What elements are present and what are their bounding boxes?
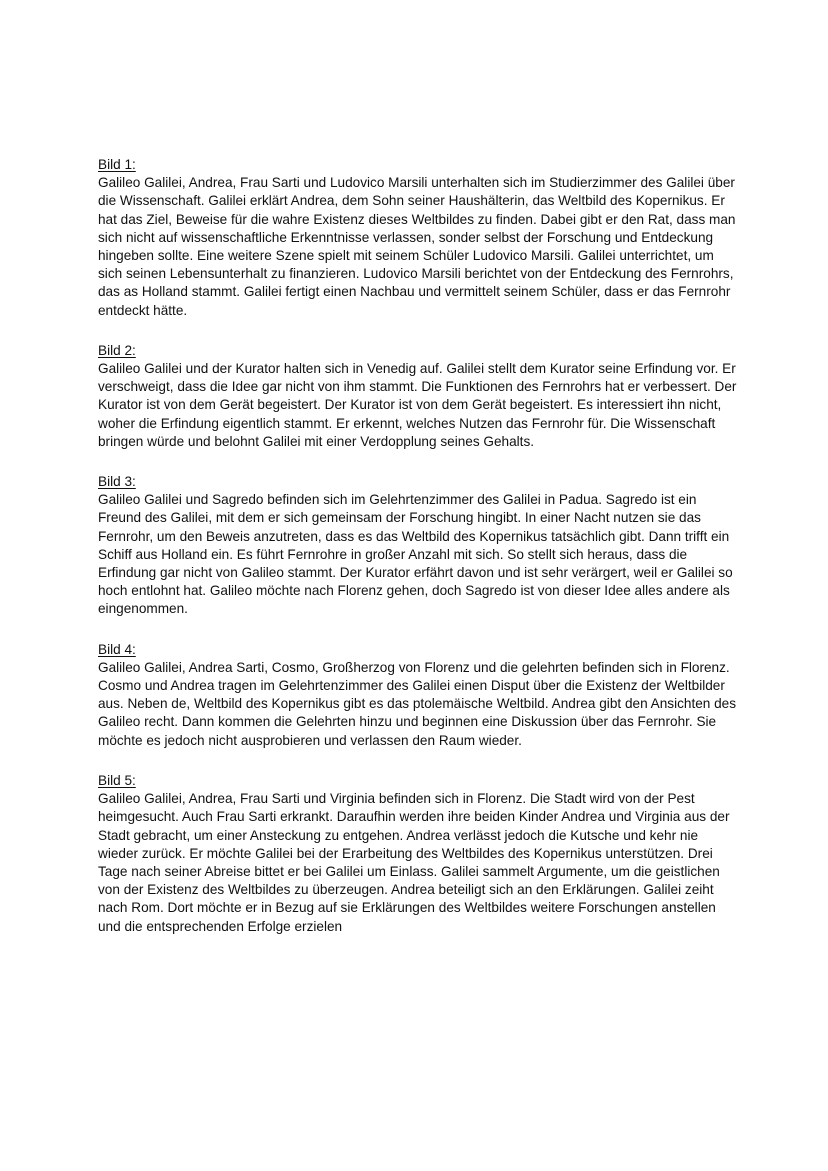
section-text: Galileo Galilei, Andrea, Frau Sarti und Ludovico Marsili unterhalten sich im Studierzimmer des Galilei über die Wissenschaft. Galilei erklärt Andrea, dem Sohn seiner Haushälterin, das Weltbild des Kopernikus. Er hat das Ziel, Beweise für die wahre Existenz dieses Weltbildes zu finden. Dabei gibt er den Rat, dass man sich nicht auf wissenschaftliche Erkenntnisse verlassen, sonder selbst der Forschung und Entdeckung hingeben sollte. Eine weitere Szene spielt mit seinem Schüler Ludovico Marsili. Galilei unterrichtet, um sich seinen Lebensunterhalt zu finanzieren. Ludovico Marsili berichtet von der Entdeckung des Fernrohrs, das as Holland stammt. Galilei fertigt einen Nachbau und vermittelt seinem Schüler, dass er das Fernrohr entdeckt hätte.: [98, 175, 736, 318]
section-bild-2: [98, 342, 738, 451]
section-heading: Bild 2:: [98, 342, 136, 358]
section-text: Galileo Galilei und Sagredo befinden sich im Gelehrtenzimmer des Galilei in Padua. Sagredo ist ein Freund des Galilei, mit dem er sich gemeinsam der Forschung hingibt. In einer Nacht nutzen sie das Fernrohr, um den Beweis anzutreten, dass es das Weltbild des Kopernikus tatsächlich gibt. Dann trifft ein Schiff aus Holland ein. Es führt Fernrohre in großer Anzahl mit sich. So stellt sich heraus, dass die Erfindung gar nicht von Galileo stammt. Der Kurator erfährt davon und ist sehr verärgert, weil er Galilei so hoch entlohnt hat. Galileo möchte nach Florenz gehen, doch Sagredo ist von dieser Idee alles andere als eingenommen.: [98, 492, 733, 617]
document-body: [98, 156, 738, 958]
section-heading: Bild 3:: [98, 474, 136, 490]
section-heading: Bild 4:: [98, 641, 136, 657]
section-bild-3: [98, 473, 738, 619]
section-text: Galileo Galilei, Andrea, Frau Sarti und Virginia befinden sich in Florenz. Die Stadt wird von der Pest heimgesucht. Auch Frau Sarti erkrankt. Daraufhin werden ihre beiden Kinder Andrea und Virginia aus der Stadt gebracht, um einer Ansteckung zu entgehen. Andrea verlässt jedoch die Kutsche und kehr nie wieder zurück. Er möchte Galilei bei der Erarbeitung des Weltbildes des Kopernikus unterstützen. Drei Tage nach seiner Abreise bittet er bei Galilei um Einlass. Galilei sammelt Argumente, um die geistlichen von der Existenz des Weltbildes zu überzeugen. Andrea beteiligt sich an den Erklärungen. Galilei zeiht nach Rom. Dort möchte er in Bezug auf sie Erklärungen des Weltbildes weitere Forschungen anstellen und die entsprechenden Erfolge erzielen: [98, 791, 730, 934]
section-bild-4: [98, 641, 738, 750]
section-bild-5: [98, 772, 738, 936]
section-text: Galileo Galilei, Andrea Sarti, Cosmo, Großherzog von Florenz und die gelehrten befinden sich in Florenz. Cosmo und Andrea tragen im Gelehrtenzimmer des Galilei einen Disput über die Existenz der Weltbilder aus. Neben de, Weltbild des Kopernikus gibt es das ptolemäische Weltbild. Andrea gibt den Ansichten des Galileo recht. Dann kommen die Gelehrten hinzu und beginnen eine Diskussion über das Fernrohr. Sie möchte es jedoch nicht ausprobieren und verlassen den Raum wieder.: [98, 659, 737, 748]
section-heading: Bild 5:: [98, 772, 136, 788]
section-heading: Bild 1:: [98, 157, 136, 172]
section-text: Galileo Galilei und der Kurator halten sich in Venedig auf. Galilei stellt dem Kurator seine Erfindung vor. Er verschweigt, dass die Idee gar nicht von ihm stammt. Die Funktionen des Fernrohrs hat er verbessert. Der Kurator ist von dem Gerät begeistert. Der Kurator ist von dem Gerät begeistert. Es interessiert ihn nicht, woher die Erfindung eigentlich stammt. Er erkennt, welches Nutzen das Fernrohr für. Die Wissenschaft bringen würde und belohnt Galilei mit einer Verdopplung seines Gehalts.: [98, 361, 737, 449]
section-bild-1: [98, 156, 738, 320]
